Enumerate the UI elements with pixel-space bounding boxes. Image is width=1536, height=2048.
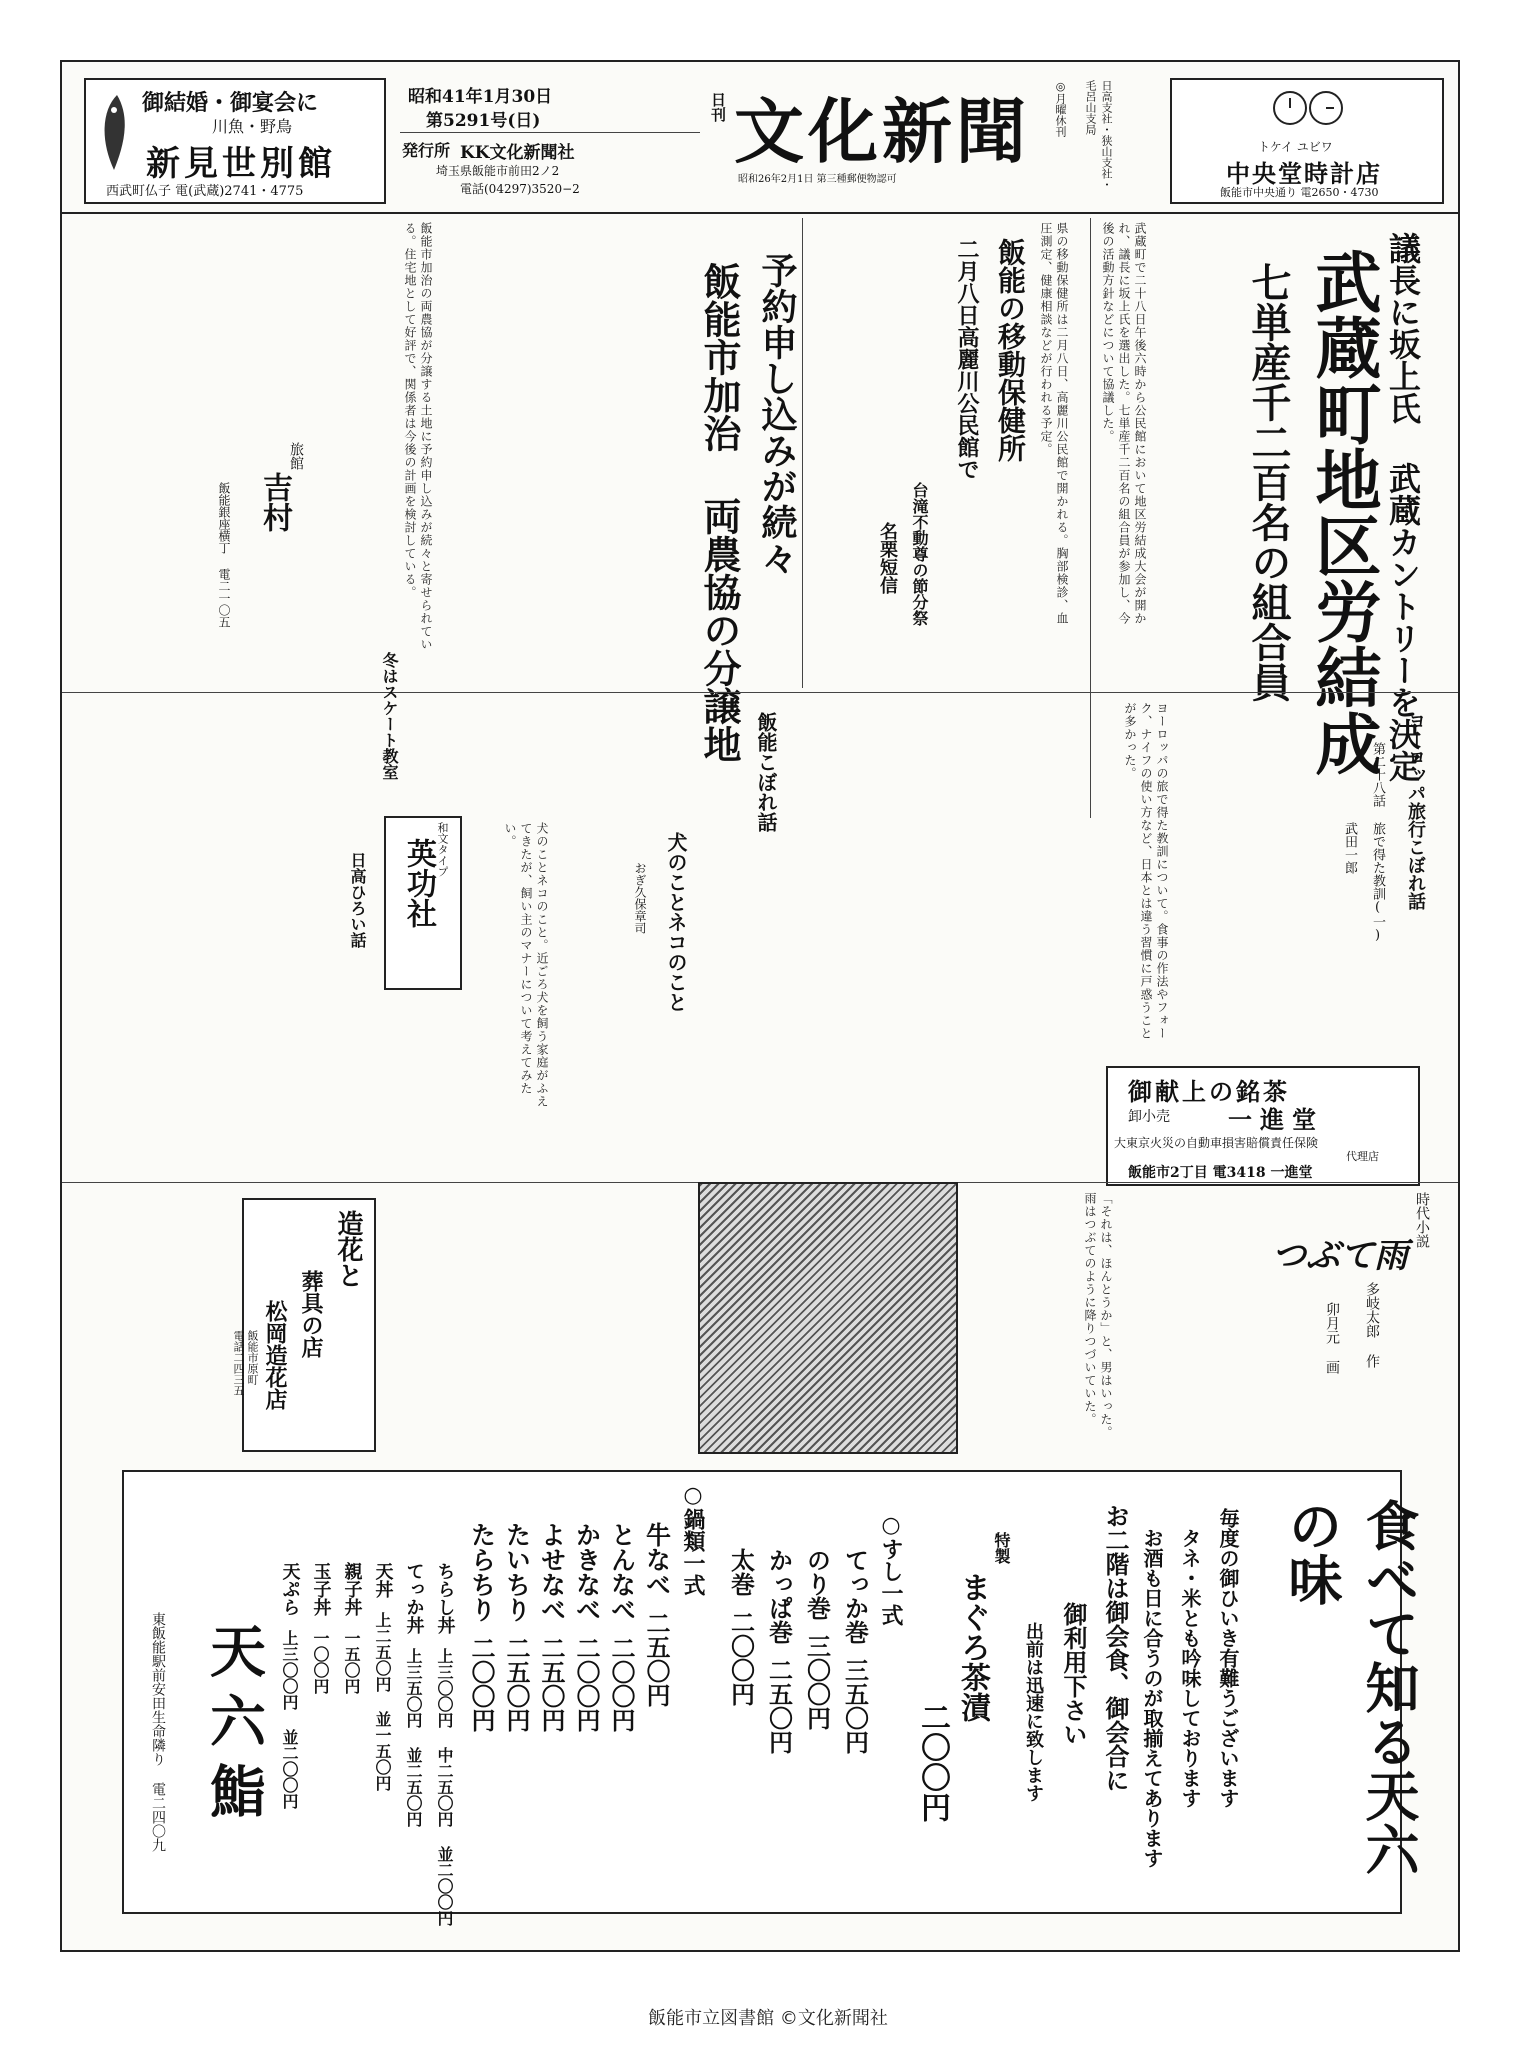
health-headline-detail: 二月八日高麗川公民館で <box>954 238 980 480</box>
florist-line1: 造花と <box>333 1210 363 1288</box>
menu-item <box>499 1522 534 1732</box>
menu-item-name: かっぱ巻 <box>764 1548 794 1644</box>
edition-label: 日刊 <box>709 92 727 122</box>
clock-icon <box>1268 86 1348 136</box>
newspaper-title: 文化新聞 <box>734 90 1030 173</box>
mail-permit: 昭和26年2月1日 第三種郵便物認可 <box>738 174 897 185</box>
menu-item-name: 玉子丼 <box>310 1562 332 1616</box>
eikosha-type: 和文タイプ <box>436 822 449 877</box>
watch-shop-name: 中央堂時計店 <box>1226 159 1382 188</box>
inn-label: 旅館 <box>288 442 304 470</box>
serial-title: つぶて雨 <box>1272 1236 1408 1276</box>
dog-article: 犬のことネコのこと。近ごろ犬を飼う家庭がふえてきたが、飼い主のマナーについて考えてみたい。 <box>503 822 549 1108</box>
menu-item <box>836 1548 874 1754</box>
europe-author: 武田一郎 <box>1342 822 1357 874</box>
health-article: 県の移動保健所は二月八日、高麗川公民館で開かれる。胸部検診、血圧測定、健康相談などが行われる予定。 <box>1039 222 1069 625</box>
health-headline: 飯能の移動保健所 <box>994 238 1027 462</box>
florist-line2: 葬具の店 <box>298 1270 324 1358</box>
menu-item <box>760 1548 798 1754</box>
tenroku-ad <box>122 1470 1421 1926</box>
publisher-name: KK文化新聞社 <box>460 143 575 163</box>
branch-info <box>1022 80 1162 200</box>
dog-author: おぎ久保章司 <box>633 862 647 934</box>
menu-item <box>534 1522 569 1732</box>
inn-name: 吉村 <box>257 472 292 532</box>
florist-address: 飯能市原町 <box>246 1330 259 1385</box>
publisher-phone: 電話(04297)3520−2 <box>460 182 580 196</box>
menu-item-name: 親子丼 <box>341 1562 363 1616</box>
meisan-headline: 名栗短信 <box>877 522 898 594</box>
menu-item-name: よせなべ <box>537 1522 567 1622</box>
tea-ad-name: 一進堂 <box>1228 1105 1324 1134</box>
watch-shop-contact: 飯能市中央通り 電2650・4730 <box>1220 186 1379 199</box>
watch-ad-line1: トケイ ユビワ <box>1258 140 1333 154</box>
menu-item-price: 三五〇円 <box>840 1658 870 1754</box>
shop-name: 天六鮨 <box>201 1622 267 1832</box>
nabe-header: ○鍋類一式 <box>680 1482 706 1596</box>
dog-headline: 犬のことネコのこと <box>664 832 688 1012</box>
menu-item <box>367 1562 398 1791</box>
menu-item-price: 二〇〇円 <box>467 1636 496 1732</box>
sushi-menu <box>714 1548 874 1888</box>
branch-list: 日高支社・狭山支社・毛呂山支局 <box>1084 80 1113 190</box>
fudo-headline: 台滝不動尊の節分祭 <box>910 482 929 626</box>
skate-headline: 冬はスケート教室 <box>380 652 399 780</box>
europe-title: ヨーロッパ旅行こぼれ話 <box>1405 712 1426 910</box>
issue-date: 昭和41年1月30日 <box>408 87 553 107</box>
menu-item-name: 太巻 <box>726 1548 756 1596</box>
special-label: 特製 <box>992 1532 1011 1564</box>
menu-item <box>274 1562 305 1809</box>
hidaka-headline: 日高ひろい話 <box>348 852 367 948</box>
tenroku-greeting1: 毎度の御ひいき有難うございます <box>1216 1508 1240 1808</box>
menu-item-name: 天丼 <box>372 1562 394 1598</box>
menu-item <box>336 1562 367 1694</box>
wedding-ad-line2: 川魚・野鳥 <box>212 117 293 136</box>
tea-ad-insurance: 大東京火災の自動車損害賠償責任保険 <box>1114 1136 1319 1150</box>
nabe-menu <box>464 1522 674 1892</box>
reserve-subheadline: 予約申し込みが続々 <box>756 252 798 576</box>
menu-item <box>604 1522 639 1732</box>
menu-item-name: 牛なべ <box>642 1522 672 1597</box>
watch-shop-ad <box>1170 78 1444 204</box>
tea-ad-title: 御献上の銘茶 <box>1128 1077 1290 1106</box>
menu-item-price: 上三〇〇円 並二〇〇円 <box>280 1630 299 1809</box>
menu-item-name: かきなべ <box>572 1522 602 1622</box>
menu-item-price: 二五〇円 <box>764 1658 794 1754</box>
menu-item <box>305 1562 336 1694</box>
menu-item-price: 上二五〇円 並一五〇円 <box>373 1612 392 1791</box>
menu-item-price: 三〇〇円 <box>802 1634 832 1730</box>
menu-item-price: 二五〇円 <box>502 1636 531 1732</box>
main-subheadline: 議長に坂上氏 武蔵カントリーを決定 <box>1384 232 1422 782</box>
menu-item-price: 一〇〇円 <box>311 1630 330 1694</box>
menu-item <box>429 1562 460 1926</box>
shop-address: 東飯能駅前安田生命隣り 電二四〇九 <box>150 1612 166 1852</box>
sushi-header: ○すし一式 <box>878 1512 904 1626</box>
reserve-article: 飯能市加治の両農協が分譲する土地に予約申し込みが続々と寄せられている。住宅地として好評で、関係者は今後の計画を検討している。 <box>403 222 433 651</box>
tenroku-greeting5: 御利用下さい <box>1059 1602 1088 1746</box>
menu-item <box>798 1548 836 1730</box>
main-headline-detail: 七単産千二百名の組合員 <box>1245 262 1292 702</box>
holiday-note: ◎月曜休刊 <box>1054 80 1067 137</box>
menu-item-name: のり巻 <box>802 1548 832 1620</box>
menu-item-price: 二〇〇円 <box>572 1636 601 1732</box>
tea-shop-ad <box>1106 1066 1420 1186</box>
menu-item-price: 二五〇円 <box>537 1636 566 1732</box>
menu-item-name: たいちり <box>502 1522 532 1622</box>
menu-item-name: ちらし丼 <box>434 1562 456 1634</box>
serial-kind: 時代小説 <box>1414 1192 1430 1248</box>
masthead-info <box>400 80 700 200</box>
wedding-hall-name: 新見世別館 <box>146 144 336 184</box>
florist-phone: 電話二四三五 <box>232 1330 245 1396</box>
main-headline: 武蔵町地区労結成 <box>1304 248 1382 776</box>
reserve-headline: 飯能市加治 両農協の分譲地 <box>697 262 742 763</box>
inn-contact: 飯能銀座横丁 電二一〇五 <box>217 482 231 628</box>
menu-item <box>569 1522 604 1732</box>
menu-item-name: たらちり <box>467 1522 497 1622</box>
menu-item-name: てっか巻 <box>840 1548 870 1644</box>
florist-name: 松岡造花店 <box>262 1300 288 1410</box>
serial-illustration <box>698 1182 958 1454</box>
menu-item-price: 上三五〇円 並二五〇円 <box>404 1648 423 1827</box>
tenroku-greeting2: タネ・米とも吟味しております <box>1178 1528 1202 1808</box>
menu-item <box>639 1522 674 1707</box>
menu-item-price: 二〇〇円 <box>607 1636 636 1732</box>
tea-ad-contact: 飯能市2丁目 電3418 一進堂 <box>1128 1165 1313 1181</box>
tea-ad-seller: 卸小売 <box>1128 1109 1170 1125</box>
menu-item <box>464 1522 499 1732</box>
florist-ad <box>232 1198 376 1452</box>
koboreba-headline: 飯能こぼれ話 <box>754 712 778 832</box>
wedding-hall-contact: 西武町仏子 電(武蔵)2741・4775 <box>106 184 304 199</box>
don-menu <box>274 1562 460 1926</box>
serial-article: 「それは、ほんとうか」と、男はいった。雨はつぶてのように降りつづいていた。 <box>1083 1192 1113 1439</box>
tenroku-delivery: 出前は迅速に致します <box>1023 1622 1044 1802</box>
inn-ad <box>212 442 322 642</box>
special-name: まぐろ茶漬 <box>955 1572 990 1722</box>
special-price: 二〇〇円 <box>915 1702 950 1822</box>
publisher-address: 埼玉県飯能市前田2ノ2 <box>436 164 560 178</box>
menu-item-price: 二〇〇円 <box>726 1610 756 1706</box>
wedding-ad-line1: 御結婚・御宴会に <box>142 90 319 116</box>
tenroku-greeting4: お二階は御会食、御会合に <box>1101 1504 1130 1792</box>
tea-ad-agent: 代理店 <box>1346 1150 1379 1163</box>
wedding-hall-ad <box>84 78 386 204</box>
eikosha-name: 英功社 <box>401 838 436 928</box>
serial-artist: 卯月元 画 <box>1324 1302 1340 1374</box>
main-article: 武蔵町で二十八日午後六時から公民館において地区労結成大会が開かれ、議長に坂上氏を選出した。七単産千二百名の組合員が参加し、今後の活動方針などについて協議した。 <box>1101 222 1147 625</box>
menu-item-name: とんなべ <box>607 1522 637 1622</box>
issue-number: 第5291号(日) <box>426 111 541 131</box>
menu-item-price: 上三〇〇円 中二五〇円 並二〇〇円 <box>435 1648 454 1926</box>
library-credit: 飯能市立図書館 ©文化新聞社 <box>648 2008 888 2029</box>
menu-item <box>722 1548 760 1706</box>
europe-subtitle: 第二十八話 旅で得た教訓(一) <box>1370 742 1385 943</box>
europe-article: ヨーロッパの旅で得た教訓について。食事の作法やフォーク、ナイフの使い方など、日本とは違う習慣に戸惑うことが多かった。 <box>1123 702 1169 1040</box>
menu-item-name: てっか丼 <box>403 1562 425 1634</box>
eikosha-ad <box>384 816 462 990</box>
menu-item <box>398 1562 429 1827</box>
menu-item-price: 二五〇円 <box>642 1611 671 1707</box>
newspaper-page <box>60 60 1460 1952</box>
menu-item-name: 天ぷら <box>279 1562 301 1616</box>
tenroku-greeting3: お酒も日に合うのが取揃えてあります <box>1140 1528 1164 1868</box>
publisher-label: 発行所 <box>402 141 451 160</box>
koi-fish-icon <box>92 90 142 180</box>
tenroku-title: 食べて知る天六の味 <box>1280 1498 1421 1876</box>
serial-author: 多岐太郎 作 <box>1364 1282 1380 1368</box>
menu-item-price: 一五〇円 <box>342 1630 361 1694</box>
